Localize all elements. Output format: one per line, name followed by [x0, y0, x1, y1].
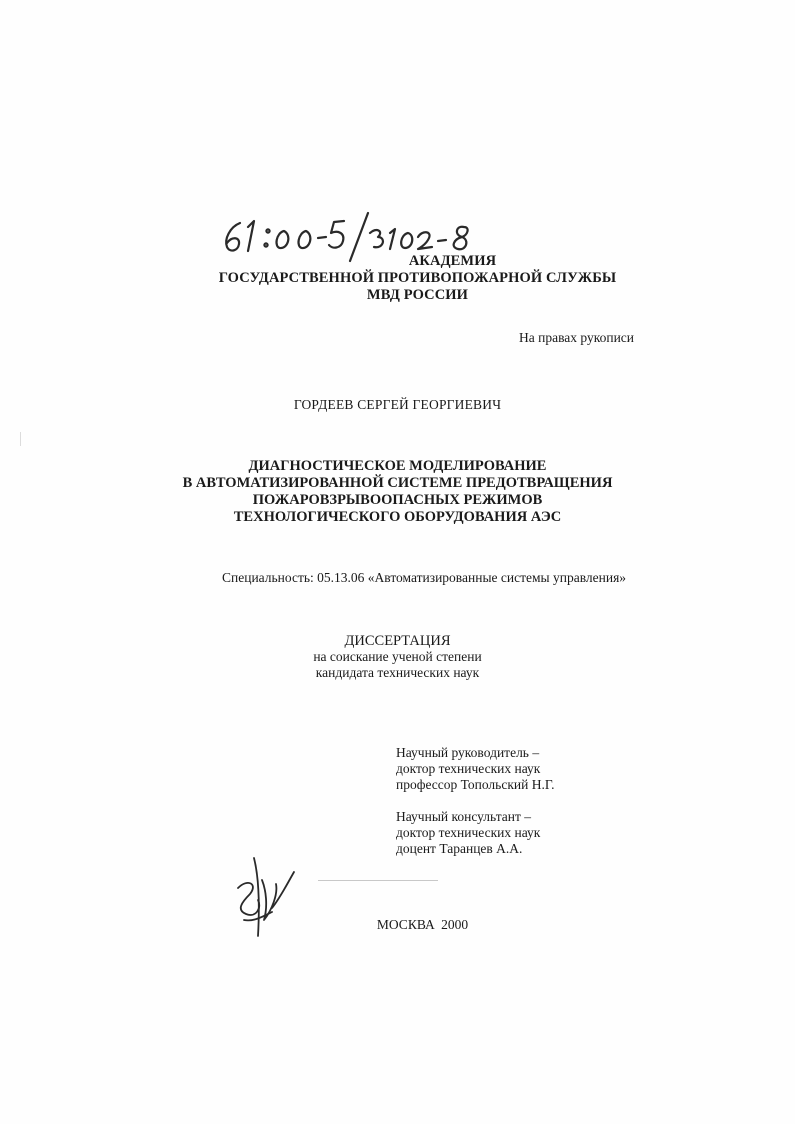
institution-line-3: МВД РОССИИ [366, 287, 469, 303]
degree-line-2: на соискание ученой степени [313, 649, 482, 664]
institution-line-1: АКАДЕМИЯ [408, 253, 497, 269]
consultant-role: Научный консультант – [396, 809, 531, 824]
thesis-title [0, 458, 795, 526]
title-line-2: В АВТОМАТИЗИРОВАННОЙ СИСТЕМЕ ПРЕДОТВРАЩЕНИЯ [182, 475, 613, 491]
scan-artifact [318, 880, 438, 881]
title-line-1: ДИАГНОСТИЧЕСКОЕ МОДЕЛИРОВАНИЕ [248, 458, 547, 474]
consultant-name: доцент Таранцев А.А. [396, 841, 523, 856]
consultant-degree: доктор технических наук [396, 825, 541, 840]
title-line-4: ТЕХНОЛОГИЧЕСКОГО ОБОРУДОВАНИЯ АЭС [233, 509, 562, 525]
manuscript-rights-note: На правах рукописи [519, 330, 635, 345]
advisors-block [396, 745, 555, 857]
supervisor-role: Научный руководитель – [396, 745, 540, 760]
city-year: МОСКВА 2000 [376, 917, 469, 932]
degree-line-3: кандидата технических наук [315, 665, 480, 680]
supervisor-name: профессор Топольский Н.Г. [396, 777, 555, 792]
author-name: ГОРДЕЕВ СЕРГЕЙ ГЕОРГИЕВИЧ [293, 397, 502, 412]
title-line-3: ПОЖАРОВЗРЫВООПАСНЫХ РЕЖИМОВ [252, 492, 543, 508]
scan-artifact [20, 432, 21, 446]
institution-line-2: ГОСУДАРСТВЕННОЙ ПРОТИВОПОЖАРНОЙ СЛУЖБЫ [218, 270, 617, 286]
document-type: ДИССЕРТАЦИЯ [344, 633, 451, 649]
degree-block [0, 633, 795, 681]
institution-header [0, 253, 795, 304]
specialty: Специальность: 05.13.06 «Автоматизированные системы управления» [222, 570, 627, 585]
supervisor-degree: доктор технических наук [396, 761, 541, 776]
